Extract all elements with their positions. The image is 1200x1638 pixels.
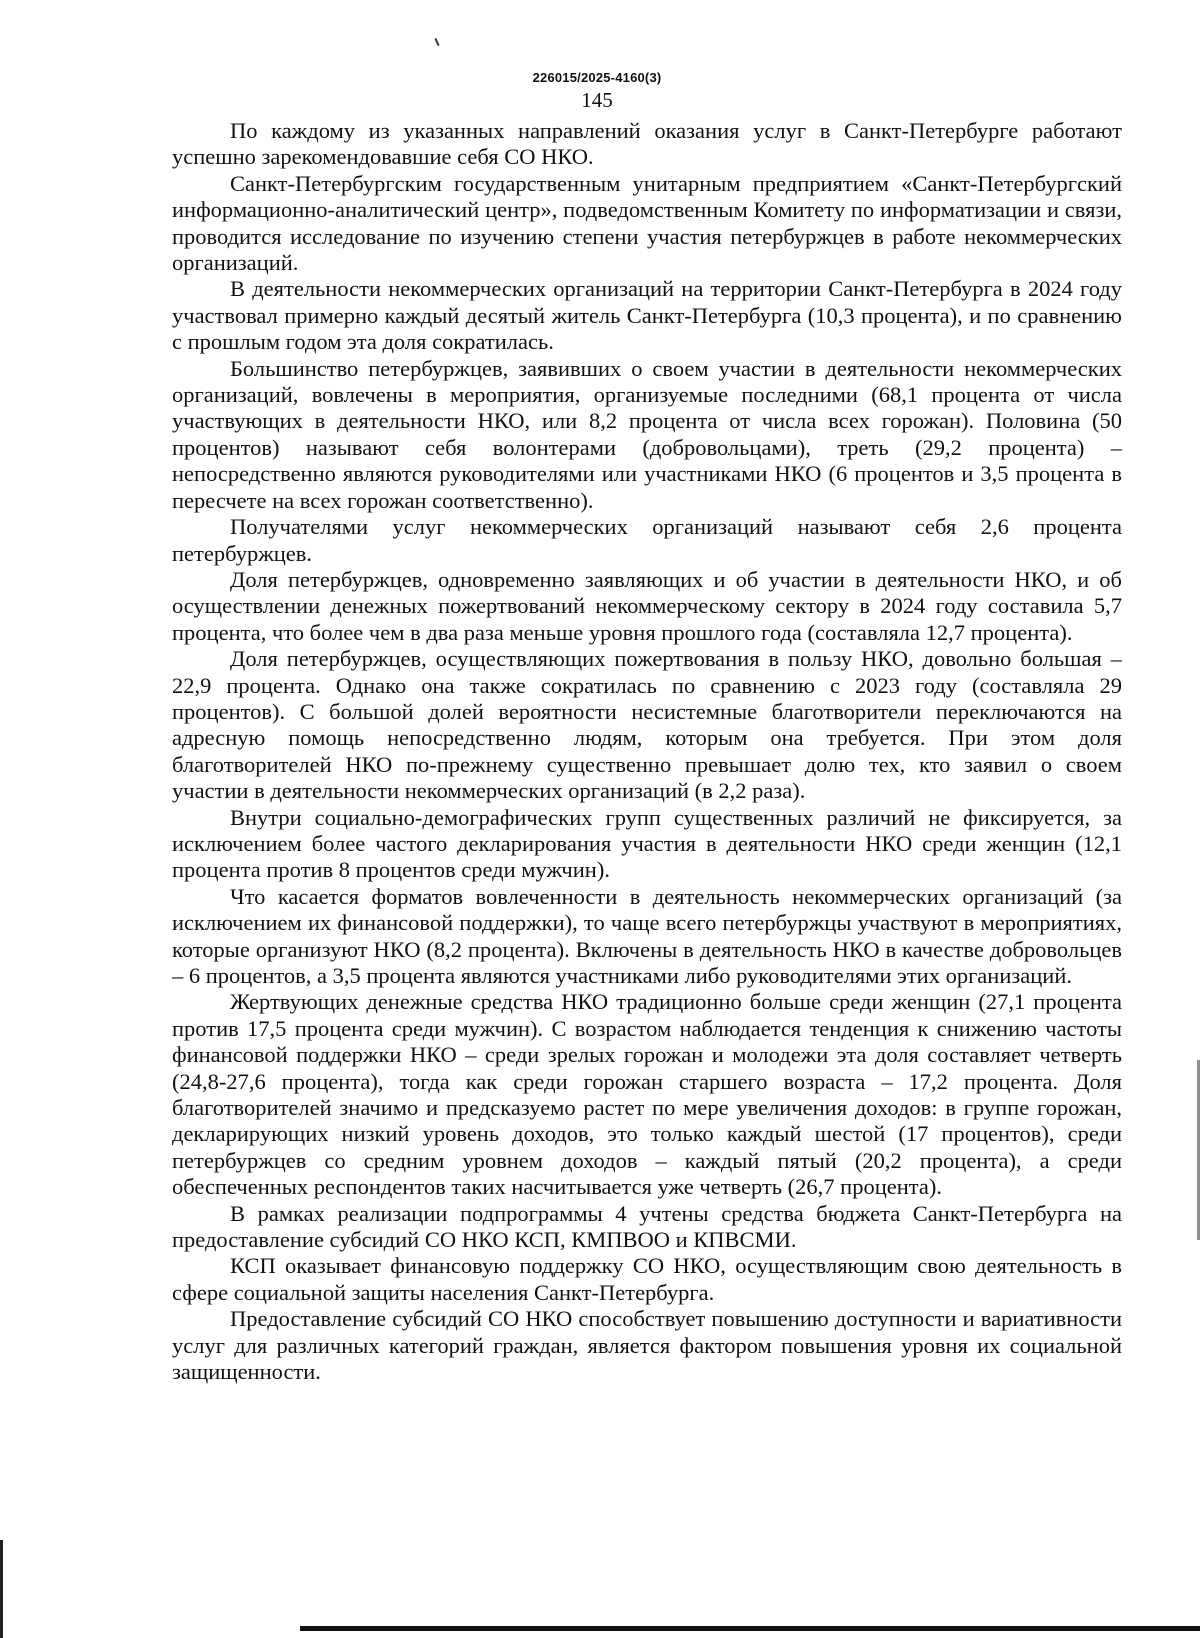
document-body [172,118,1122,1386]
paragraph: По каждому из указанных направлений оказания услуг в Санкт-Петербурге работают успешно зарекомендовавшие себя СО НКО. [172,118,1122,170]
paragraph: Жертвующих денежные средства НКО традиционно больше среди женщин (27,1 процента против 17,5 процента среди мужчин). С возрастом наблюдается тенденция к снижению частоты финансовой поддержки НКО – среди зрелых горожан и молодежи эта доля составляет четверть (24,8-27,6 процента), тогда как среди горожан старшего возраста – 17,2 процента. Доля благотворителей значимо и предсказуемо растет по мере увеличения доходов: в группе горожан, декларирующих низкий уровень доходов, это только каждый шестой (17 процентов), среди петербуржцев со средним уровнем доходов – каждый пятый (20,2 процента), а среди обеспеченных респондентов таких насчитывается уже четверть (26,7 процента). [172,989,1122,1200]
scan-edge-mark-bottom [300,1626,1200,1631]
paragraph: Доля петербуржцев, одновременно заявляющих и об участии в деятельности НКО, и об осуществлении денежных пожертвований некоммерческому сектору в 2024 году составила 5,7 процента, что более чем в два раза меньше уровня прошлого года (составляла 12,7 процента). [172,566,1122,645]
scan-edge-mark-left [0,1540,3,1638]
paragraph: Внутри социально-демографических групп существенных различий не фиксируется, за исключением более частого декларирования участия в деятельности НКО среди женщин (12,1 процента против 8 процентов среди мужчин). [172,804,1122,883]
paragraph: В рамках реализации подпрограммы 4 учтены средства бюджета Санкт-Петербурга на предоставление субсидий СО НКО КСП, КМПВОО и КПВСМИ. [172,1200,1122,1253]
paragraph: Что касается форматов вовлеченности в деятельность некоммерческих организаций (за исключением их финансовой поддержки), то чаще всего петербуржцы участвуют в мероприятиях, которые организуют НКО (8,2 процента). Включены в деятельность НКО в качестве добровольцев – 6 процентов, а 3,5 процента являются участниками либо руководителями этих организаций. [172,883,1122,988]
paragraph: Санкт-Петербургским государственным унитарным предприятием «Санкт-Петербургский информационно-аналитический центр», подведомственным Комитету по информатизации и связи, проводится исследование по изучению степени участия петербуржцев в работе некоммерческих организаций. [172,170,1122,276]
paragraph: Доля петербуржцев, осуществляющих пожертвования в пользу НКО, довольно большая – 22,9 процента. Однако она также сократилась по сравнению с 2023 году (составляла 29 процентов). С большой долей вероятности несистемные благотворители переключаются на адресную помощь непосредственно людям, которым она требуется. При этом доля благотворителей НКО по-прежнему существенно превышает долю тех, кто заявил о своем участии в деятельности некоммерческих организаций (в 2,2 раза). [172,646,1122,804]
paragraph: Получателями услуг некоммерческих организаций называют себя 2,6 процента петербуржцев. [172,514,1122,566]
registration-number: 226015/2025-4160(3) [532,70,662,85]
paragraph: В деятельности некоммерческих организаций на территории Санкт-Петербурга в 2024 году участвовал примерно каждый десятый житель Санкт-Петербурга (10,3 процента), и по сравнению с прошлым годом эта доля сократилась. [172,276,1122,355]
paragraph: Большинство петербуржцев, заявивших о своем участии в деятельности некоммерческих организаций, вовлечены в мероприятия, организуемые последними (68,1 процента от числа участвующих в деятельности НКО, или 8,2 процента от числа всех горожан). Половина (50 процентов) называют себя волонтерами (добровольцами), треть (29,2 процента) – непосредственно являются руководителями или участниками НКО (6 процентов и 3,5 процента в пересчете на всех горожан соответственно). [172,355,1122,513]
paragraph: Предоставление субсидий СО НКО способствует повышению доступности и вариативности услуг для различных категорий граждан, является фактором повышения уровня их социальной защищенности. [172,1306,1122,1385]
paragraph: КСП оказывает финансовую поддержку СО НКО, осуществляющим свою деятельность в сфере социальной защиты населения Санкт-Петербурга. [172,1253,1122,1305]
page-number: 145 [581,88,613,112]
scan-speck [434,38,439,46]
